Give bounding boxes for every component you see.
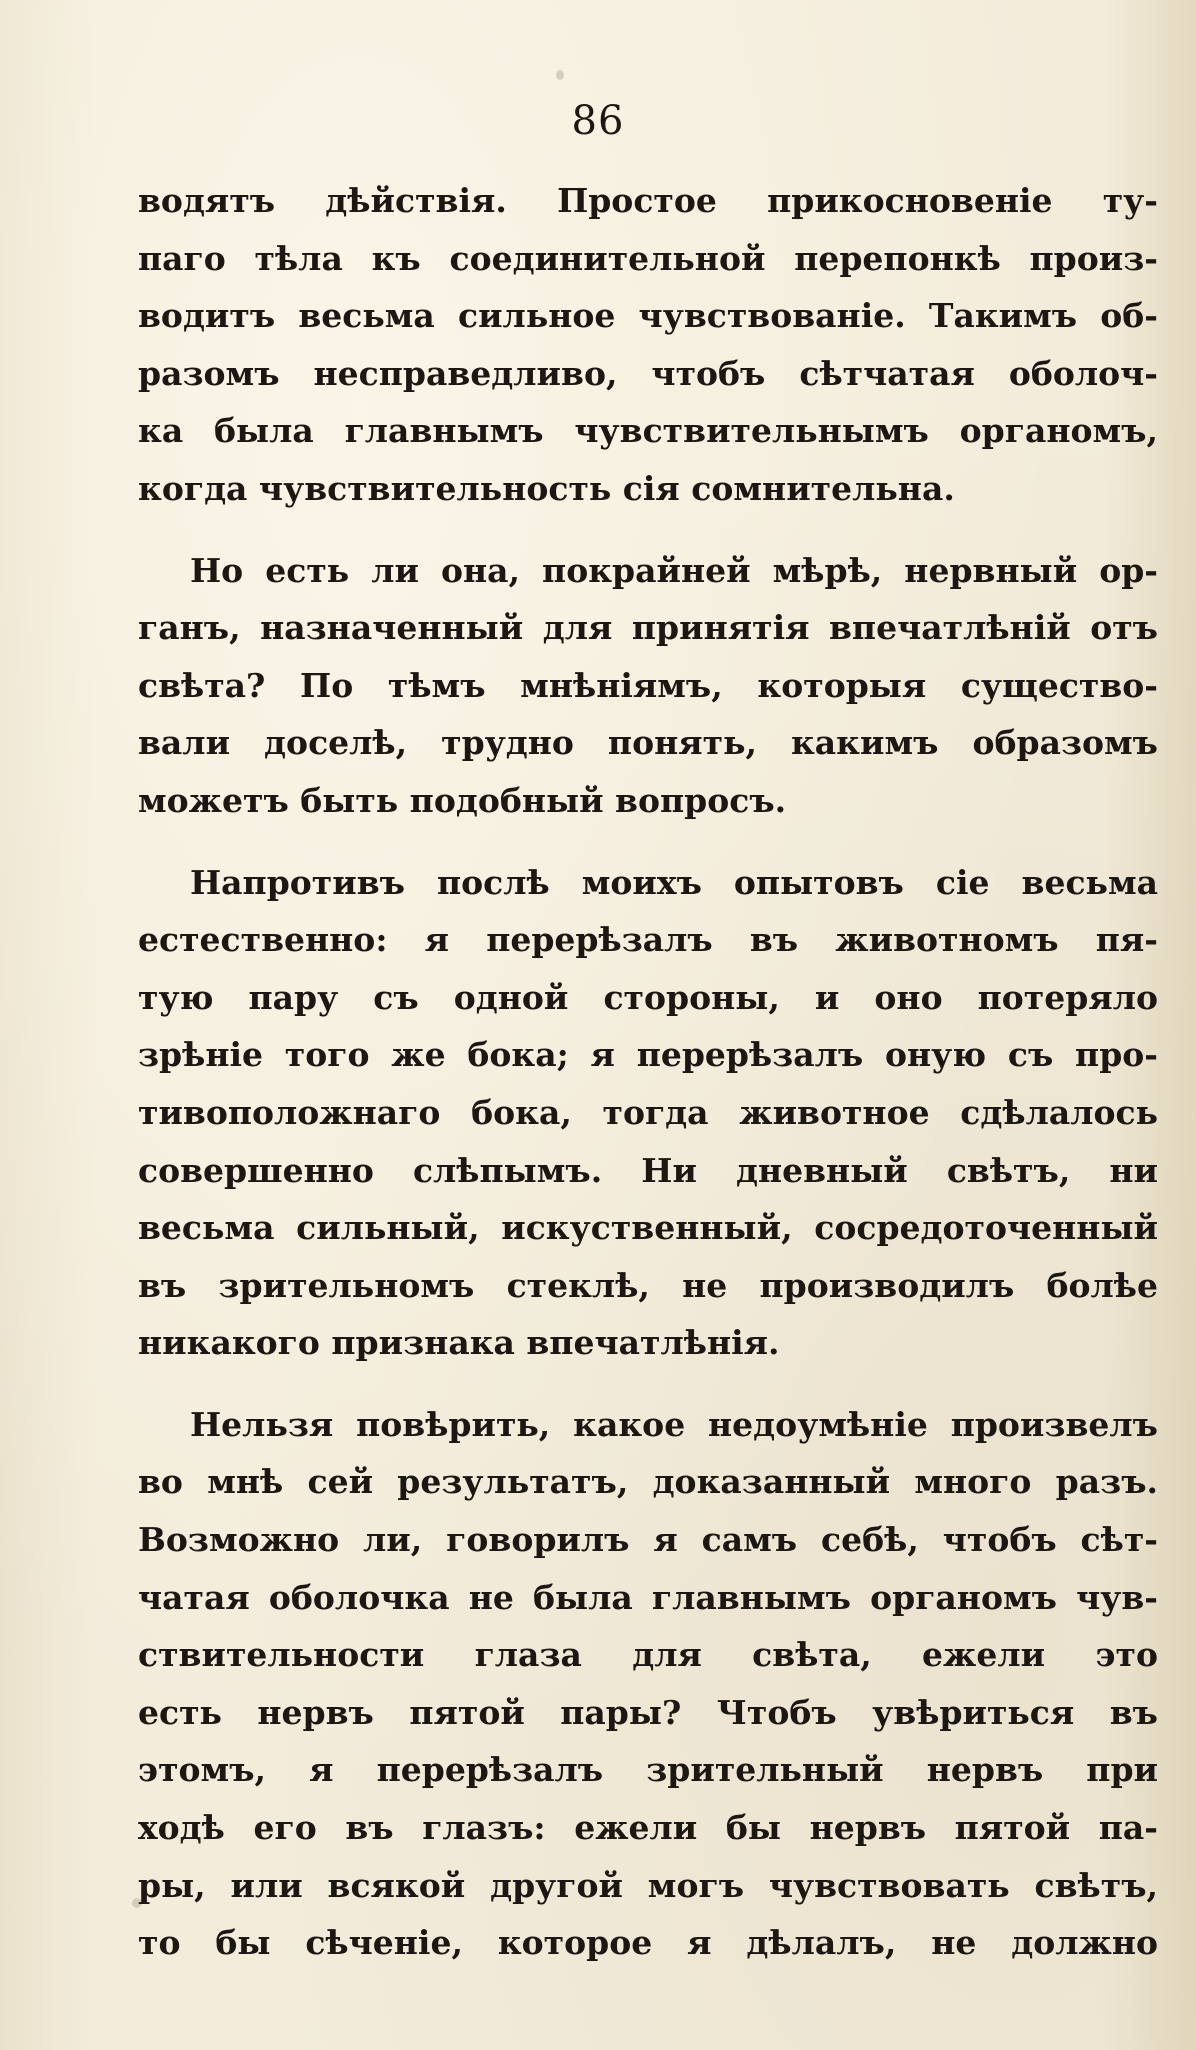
text-line: Напротивъ послѣ моихъ опытовъ сіе весьма: [190, 862, 1158, 902]
text-line: ганъ, назначенный для принятія впечатлѣній отъ: [138, 608, 1158, 648]
text-line: Нельзя повѣрить, какое недоумѣніе произвелъ: [190, 1404, 1158, 1444]
text-line: ходѣ его въ глазъ: ежели бы нервъ пятой па-: [138, 1808, 1158, 1848]
text-line: Но есть ли она, покрайней мѣрѣ, нервный ор-: [190, 550, 1158, 590]
text-line: естественно: я перерѣзалъ въ животномъ пя-: [138, 920, 1158, 960]
ink-speck: [556, 70, 564, 80]
text-line: Возможно ли, говорилъ я самъ себѣ, чтобъ сѣт-: [138, 1520, 1158, 1560]
text-line: ствительности глаза для свѣта, ежели это: [138, 1635, 1158, 1675]
paragraph-1: [138, 172, 1158, 518]
text-line: въ зрительномъ стеклѣ, не производилъ болѣе: [138, 1265, 1158, 1305]
page-number: 86: [571, 98, 625, 144]
text-line: можетъ быть подобный вопросъ.: [138, 780, 787, 820]
text-line: никакого признака впечатлѣнія.: [138, 1323, 780, 1363]
text-line: тивоположнаго бока, тогда животное сдѣлалось: [138, 1092, 1158, 1132]
text-line: водитъ весьма сильное чувствованіе. Такимъ об-: [138, 296, 1158, 336]
text-line: когда чувствительность сія сомнительна.: [138, 468, 955, 508]
text-line: зрѣніе того же бока; я перерѣзалъ оную съ про-: [138, 1035, 1158, 1075]
text-line: этомъ, я перерѣзалъ зрительный нервъ при: [138, 1750, 1158, 1790]
text-line: разомъ несправедливо, чтобъ сѣтчатая оболоч-: [138, 353, 1158, 393]
text-line: водятъ дѣйствія. Простое прикосновеніе ту-: [138, 181, 1158, 220]
text-line: тую пару съ одной стороны, и оно потеряло: [138, 977, 1158, 1017]
text-line: паго тѣла къ соединительной перепонкѣ произ-: [138, 238, 1158, 278]
body-text: [138, 172, 1158, 1972]
text-line: то бы сѣченіе, которое я дѣлалъ, не должно: [138, 1923, 1158, 1963]
text-line: вали доселѣ, трудно понять, какимъ образомъ: [138, 723, 1158, 763]
paragraph-2: [138, 542, 1158, 830]
text-line: совершенно слѣпымъ. Ни дневный свѣтъ, ни: [138, 1150, 1158, 1190]
text-line: есть нервъ пятой пары? Чтобъ увѣриться въ: [138, 1692, 1158, 1732]
text-line: ры, или всякой другой могъ чувствовать свѣтъ,: [138, 1865, 1158, 1905]
text-line: во мнѣ сей результатъ, доказанный много разъ.: [138, 1462, 1158, 1502]
text-line: ка была главнымъ чувствительнымъ органомъ,: [138, 411, 1158, 451]
paragraph-3: [138, 854, 1158, 1372]
text-line: весьма сильный, искуственный, сосредоточенный: [138, 1208, 1158, 1248]
text-line: чатая оболочка не была главнымъ органомъ чув-: [138, 1577, 1158, 1617]
paragraph-4: [138, 1396, 1158, 1972]
text-line: свѣта? По тѣмъ мнѣніямъ, которыя существо-: [138, 665, 1158, 705]
